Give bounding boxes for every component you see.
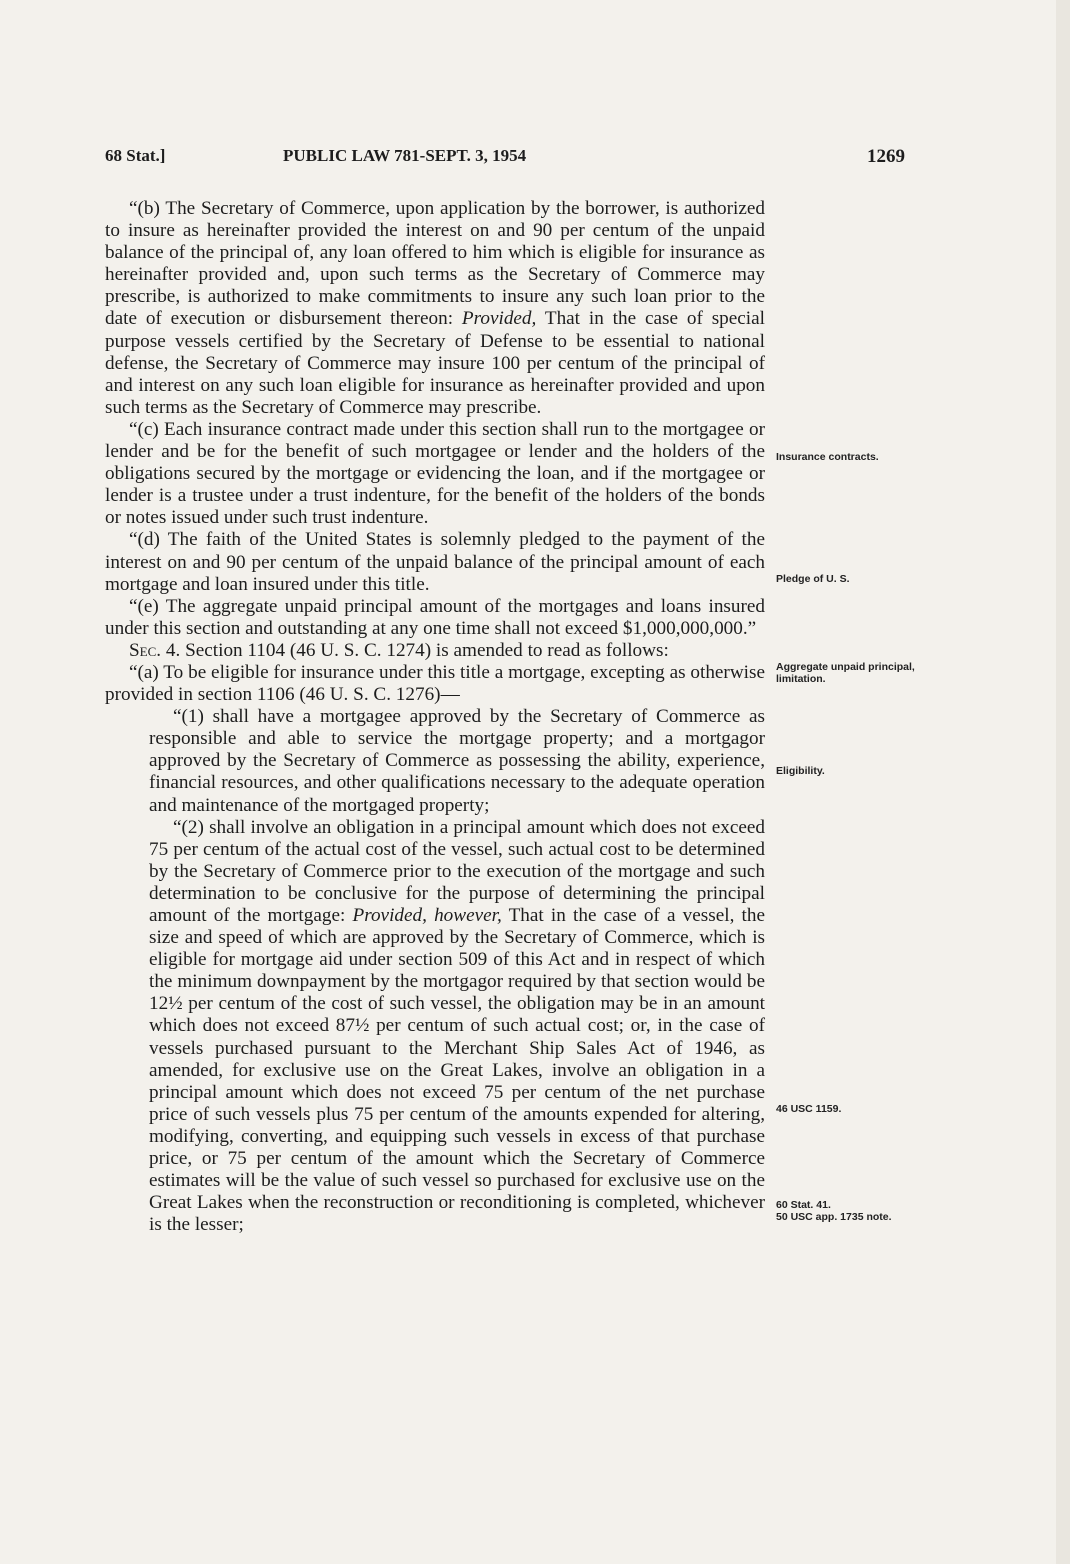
- section-4: Sec. 4. Section 1104 (46 U. S. C. 1274) is amended to read as follows:: [129, 639, 669, 661]
- page-edge: [1056, 0, 1070, 1564]
- statute-body: [105, 198, 765, 1236]
- paragraph-e: “(e) The aggregate unpaid principal amount of the mortgages and loans insured under this section and outstanding at any one time shall not exceed $1,000,000,000.”: [105, 595, 765, 639]
- page-number: 1269: [867, 146, 905, 167]
- margin-note-46usc1159: 46 USC 1159.: [776, 1103, 842, 1115]
- running-header: [105, 146, 905, 170]
- law-title: PUBLIC LAW 781-SEPT. 3, 1954: [283, 146, 527, 165]
- margin-note-pledge: Pledge of U. S.: [776, 573, 850, 585]
- margin-note-eligibility: Eligibility.: [776, 765, 825, 777]
- volume-citation: 68 Stat.]: [105, 146, 166, 165]
- clause-1: “(1) shall have a mortgagee approved by the Secretary of Commerce as responsible and able to service the mortgage property; and a mortgagor approved by the Secretary of Commerce as possessing the ability, experience, financial resources, and other qualifications necessary to the adequate operation and maintenance of the mortgaged property;: [149, 706, 765, 816]
- margin-note-aggregate: Aggregate unpaid principal, limitation.: [776, 661, 915, 685]
- paragraph-b: “(b) The Secretary of Commerce, upon application by the borrower, is authorized to insure as hereinafter provided the interest on and 90 per centum of the unpaid balance of the principal of, any loan offered to him which is eligible for insurance as hereinafter provided and, upon such terms as the Secretary of Commerce may prescribe, is authorized to make commitments to insure any such loan prior to the date of execution or disbursement thereon: Provided, That in the case of special purpose vessels certified by the Secretary of Defense to be essential to national defense, the Secretary of Commerce may insure 100 per centum of the principal of and interest on any such loan eligible for insurance as hereinafter provided and upon such terms as the Secretary of Commerce may prescribe.: [105, 198, 765, 418]
- proviso: Provided, however,: [352, 905, 502, 926]
- section-label: Sec. 4.: [129, 639, 181, 661]
- proviso: Provided,: [461, 308, 537, 330]
- paragraph-c: “(c) Each insurance contract made under this section shall run to the mortgagee or lender and be for the benefit of such mortgagee or lender and the holders of the obligations secured by the mortgage or evidencing the loan, and if the mortgagee or lender is a trustee under a trust indenture, for the benefit of the holders of the bonds or notes issued under such trust indenture.: [105, 418, 765, 529]
- margin-note-60stat41: 60 Stat. 41. 50 USC app. 1735 note.: [776, 1199, 892, 1223]
- margin-note-insurance: Insurance contracts.: [776, 451, 879, 463]
- paragraph-a: “(a) To be eligible for insurance under this title a mortgage, excepting as otherwise provided in section 1106 (46 U. S. C. 1276)—: [105, 661, 765, 706]
- clause-2: “(2) shall involve an obligation in a principal amount which does not exceed 75 per centum of the actual cost of the vessel, such actual cost to be determined by the Secretary of Commerce prior to the execution of the mortgage and such determination to be conclusive for the purpose of determining the principal amount of the mortgage: Provided, however, That in the case of a vessel, the size and speed of which are approved by the Secretary of Commerce, which is eligible for mortgage aid under section 509 of this Act and in respect of which the minimum downpayment by the mortgagor required by that section would be 12½ per centum of the cost of such vessel, the obligation may be in an amount which does not exceed 87½ per centum of such actual cost; or, in the case of vessels purchased pursuant to the Merchant Ship Sales Act of 1946, as amended, for exclusive use on the Great Lakes, involve an obligation in a principal amount which does not exceed 75 per centum of the net purchase price of such vessels plus 75 per centum of the amounts expended for altering, modifying, converting, and equipping such vessels in excess of that purchase price, or 75 per centum of the amount which the Secretary of Commerce estimates will be the value of such vessel so purchased for exclusive use on the Great Lakes when the reconstruction or reconditioning is completed, whichever is the lesser;: [149, 816, 765, 1236]
- paragraph-d: “(d) The faith of the United States is solemnly pledged to the payment of the interest on and 90 per centum of the unpaid balance of the principal amount of each mortgage and loan insured under this title.: [105, 529, 765, 595]
